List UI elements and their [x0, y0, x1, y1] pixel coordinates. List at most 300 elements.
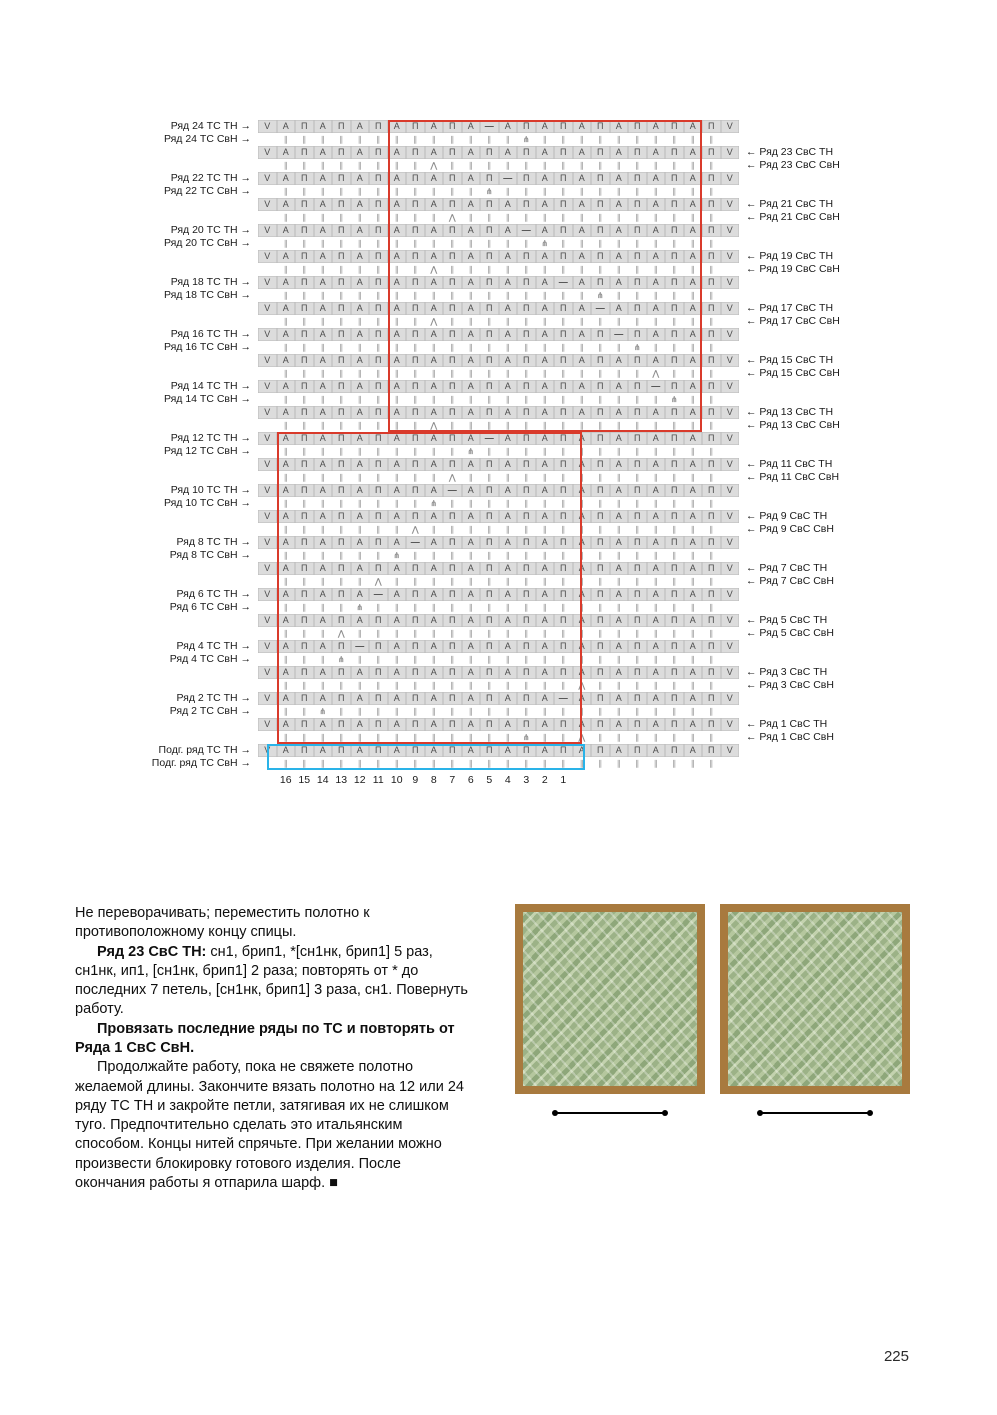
chart-cell: ∥: [283, 629, 288, 638]
chart-cell: А: [314, 172, 333, 185]
chart-cell: V: [721, 250, 740, 263]
chart-cell: ∥: [302, 577, 307, 586]
chart-cell: П: [554, 432, 573, 445]
chart-cell: П: [295, 692, 314, 705]
chart-cell: А: [277, 458, 296, 471]
chart-cell: А: [351, 588, 370, 601]
chart-cell: П: [665, 120, 684, 133]
chart-cell: П: [369, 562, 388, 575]
chart-cell: ∥: [302, 629, 307, 638]
chart-cell: П: [480, 614, 499, 627]
chart-cell: ∥: [616, 577, 621, 586]
chart-cell: ∥: [487, 213, 492, 222]
chart-cell: ∥: [357, 551, 362, 560]
chart-cell: П: [665, 562, 684, 575]
chart-cell: ∥: [320, 759, 325, 768]
chart-cell: V: [258, 666, 277, 679]
chart-cell: ⋀: [578, 681, 586, 690]
chart-cell: П: [702, 536, 721, 549]
chart-cell: П: [332, 302, 351, 315]
row-label-right: [739, 289, 904, 302]
chart-cell: П: [406, 406, 425, 419]
chart-cell: А: [647, 718, 666, 731]
chart-row: [93, 562, 953, 575]
chart-cell: П: [702, 692, 721, 705]
chart-cells: [258, 237, 739, 250]
chart-cell: А: [684, 744, 703, 757]
knitting-chart: [93, 120, 953, 786]
chart-cell: П: [591, 718, 610, 731]
chart-cell: П: [369, 354, 388, 367]
chart-cell: П: [628, 354, 647, 367]
chart-cell: ∥: [468, 187, 473, 196]
chart-cell: П: [628, 484, 647, 497]
chart-cell: ∥: [653, 291, 658, 300]
row-label-left: Подг. ряд ТС СвН →: [151, 757, 251, 769]
chart-cell: А: [425, 718, 444, 731]
chart-cell: П: [628, 276, 647, 289]
chart-row: [93, 263, 953, 276]
chart-cell: А: [536, 744, 555, 757]
chart-cell: П: [591, 380, 610, 393]
chart-cell: ∥: [450, 343, 455, 352]
chart-cell: ∥: [524, 161, 529, 170]
chart-cell: V: [258, 588, 277, 601]
chart-cell: П: [480, 484, 499, 497]
chart-cell: П: [480, 172, 499, 185]
chart-cells: [258, 653, 739, 666]
chart-cell: А: [462, 562, 481, 575]
chart-cell: ∥: [302, 603, 307, 612]
chart-cell: А: [499, 692, 518, 705]
chart-cell: А: [351, 250, 370, 263]
chart-cell: А: [647, 250, 666, 263]
chart-cell: П: [443, 614, 462, 627]
chart-cell: П: [369, 120, 388, 133]
row-label-right: [739, 185, 904, 198]
chart-cell: П: [628, 406, 647, 419]
chart-cell: П: [406, 328, 425, 341]
chart-cell: П: [517, 276, 536, 289]
chart-cell: ∥: [709, 577, 714, 586]
chart-cell: П: [406, 744, 425, 757]
chart-cell: П: [369, 172, 388, 185]
chart-cell: —: [554, 276, 573, 289]
chart-cell: А: [536, 718, 555, 731]
chart-cell: ∥: [283, 317, 288, 326]
chart-cell: ∥: [635, 603, 640, 612]
chart-cell: ∥: [376, 213, 381, 222]
chart-cell: А: [499, 146, 518, 159]
chart-cell: ∥: [653, 447, 658, 456]
chart-cell: ∥: [320, 551, 325, 560]
chart-cell: ∥: [542, 655, 547, 664]
chart-cell: V: [258, 276, 277, 289]
chart-cell: П: [517, 692, 536, 705]
chart-cell: А: [684, 588, 703, 601]
chart-cell: П: [591, 198, 610, 211]
chart-cell: ∥: [487, 655, 492, 664]
chart-cell: ∥: [320, 525, 325, 534]
chart-cell: А: [314, 744, 333, 757]
chart-cell: А: [499, 640, 518, 653]
chart-cell: П: [406, 666, 425, 679]
chart-cell: ∥: [357, 317, 362, 326]
chart-cell: П: [369, 224, 388, 237]
chart-cell: [258, 211, 277, 224]
chart-cell: ∥: [394, 291, 399, 300]
chart-cell: ∥: [376, 135, 381, 144]
chart-cell: ∥: [487, 421, 492, 430]
chart-cell: П: [369, 146, 388, 159]
chart-cell: П: [443, 588, 462, 601]
chart-cell: ∥: [524, 447, 529, 456]
chart-row: [93, 692, 953, 705]
chart-cell: ∥: [487, 447, 492, 456]
chart-cell: [258, 601, 277, 614]
column-numbers: [93, 774, 953, 786]
row-label-right: ← Ряд 13 СвС СвН: [746, 419, 840, 431]
chart-cell: ∥: [320, 421, 325, 430]
chart-cell: V: [258, 536, 277, 549]
chart-cell: ∥: [283, 681, 288, 690]
chart-cell: П: [628, 380, 647, 393]
chart-cell: ∥: [542, 759, 547, 768]
chart-cell: ∥: [339, 135, 344, 144]
chart-cell: П: [702, 588, 721, 601]
chart-cell: ∥: [394, 395, 399, 404]
chart-cell: ∥: [487, 135, 492, 144]
chart-cell: [258, 679, 277, 692]
chart-cell: А: [610, 458, 629, 471]
chart-cell: ∥: [690, 577, 695, 586]
chart-cell: А: [425, 146, 444, 159]
chart-cell: П: [554, 328, 573, 341]
column-number: 6: [467, 774, 474, 786]
chart-cell: ∥: [505, 655, 510, 664]
chart-cell: ∥: [450, 629, 455, 638]
chart-cell: ∥: [487, 577, 492, 586]
chart-cell: ∥: [672, 707, 677, 716]
chart-cell: ∥: [468, 759, 473, 768]
chart-cell: П: [369, 614, 388, 627]
chart-cell: А: [314, 198, 333, 211]
row-label-right: [739, 120, 904, 133]
chart-cell: ∥: [376, 681, 381, 690]
chart-cell: ∥: [450, 421, 455, 430]
chart-cell: ∥: [672, 603, 677, 612]
chart-cell: V: [258, 484, 277, 497]
chart-cell: ∥: [431, 473, 436, 482]
chart-cell: ∥: [394, 629, 399, 638]
row-label-left: Ряд 2 ТС ТН →: [176, 692, 251, 704]
chart-cell: ∥: [413, 603, 418, 612]
chart-cell: А: [314, 484, 333, 497]
chart-cell: ∥: [413, 187, 418, 196]
chart-cells: [258, 328, 739, 341]
chart-row: [93, 445, 953, 458]
chart-cell: П: [517, 666, 536, 679]
chart-cell: П: [665, 198, 684, 211]
chart-cell: П: [332, 666, 351, 679]
chart-cells: [258, 211, 739, 224]
chart-cell: П: [665, 302, 684, 315]
chart-cell: ∥: [450, 447, 455, 456]
chart-cell: А: [425, 744, 444, 757]
chart-cell: ∥: [616, 343, 621, 352]
chart-cell: А: [314, 562, 333, 575]
chart-cell: ∥: [320, 629, 325, 638]
chart-cell: А: [277, 380, 296, 393]
chart-cell: П: [665, 666, 684, 679]
chart-cell: А: [388, 640, 407, 653]
chart-cells: [258, 627, 739, 640]
chart-cell: ∥: [561, 499, 566, 508]
chart-cells: [258, 276, 739, 289]
chart-cell: А: [277, 614, 296, 627]
chart-cell: ⋔: [522, 135, 530, 144]
chart-cell: ∥: [672, 213, 677, 222]
chart-cell: ∥: [487, 707, 492, 716]
chart-cell: ∥: [561, 707, 566, 716]
chart-cell: П: [443, 666, 462, 679]
chart-cell: ∥: [635, 187, 640, 196]
chart-cell: П: [702, 744, 721, 757]
row-label-left: [93, 614, 258, 627]
column-number: 15: [298, 774, 311, 786]
chart-cell: П: [517, 718, 536, 731]
chart-cell: П: [591, 354, 610, 367]
row-label-left: [93, 250, 258, 263]
chart-cell: ∥: [561, 161, 566, 170]
chart-cell: ∥: [505, 707, 510, 716]
chart-cell: ∥: [598, 239, 603, 248]
chart-cell: А: [647, 536, 666, 549]
chart-cell: ∥: [653, 629, 658, 638]
chart-cell: [258, 757, 277, 770]
chart-cell: А: [647, 432, 666, 445]
chart-cell: ∥: [468, 395, 473, 404]
chart-cell: П: [591, 432, 610, 445]
chart-cell: П: [406, 640, 425, 653]
chart-cell: А: [462, 380, 481, 393]
chart-cell: А: [425, 302, 444, 315]
chart-cell: V: [258, 510, 277, 523]
chart-cell: А: [425, 640, 444, 653]
chart-cell: П: [554, 718, 573, 731]
chart-cell: А: [425, 120, 444, 133]
chart-cell: ∥: [598, 577, 603, 586]
chart-cell: ∥: [283, 499, 288, 508]
chart-cell: А: [684, 380, 703, 393]
chart-cell: А: [573, 692, 592, 705]
chart-cell: А: [388, 302, 407, 315]
chart-cell: ∥: [709, 733, 714, 742]
chart-cell: А: [388, 198, 407, 211]
chart-cell: ∥: [302, 681, 307, 690]
chart-cell: ∥: [653, 577, 658, 586]
chart-cell: ∥: [598, 447, 603, 456]
chart-row: [93, 120, 953, 133]
chart-row: [93, 419, 953, 432]
chart-cells: [258, 718, 739, 731]
chart-row: [93, 393, 953, 406]
chart-cell: ∥: [431, 291, 436, 300]
chart-cell: А: [277, 354, 296, 367]
chart-cells: [258, 484, 739, 497]
chart-cell: П: [591, 120, 610, 133]
chart-cell: А: [647, 484, 666, 497]
chart-cell: А: [277, 562, 296, 575]
chart-cell: П: [369, 380, 388, 393]
chart-cell: П: [369, 198, 388, 211]
chart-cell: А: [573, 666, 592, 679]
chart-cell: А: [388, 744, 407, 757]
chart-cell: А: [573, 718, 592, 731]
chart-cell: П: [591, 276, 610, 289]
chart-cell: А: [684, 458, 703, 471]
chart-cell: А: [425, 432, 444, 445]
chart-cell: ∥: [616, 759, 621, 768]
chart-cell: П: [369, 536, 388, 549]
instruction-paragraph: [75, 904, 473, 943]
chart-cell: ∥: [505, 551, 510, 560]
chart-cell: ∥: [579, 395, 584, 404]
chart-cell: П: [406, 276, 425, 289]
chart-cell: П: [295, 458, 314, 471]
chart-cell: V: [721, 354, 740, 367]
chart-cell: П: [517, 302, 536, 315]
row-label-right: [739, 484, 904, 497]
chart-cell: П: [480, 458, 499, 471]
chart-cell: ∥: [598, 473, 603, 482]
chart-cells: [258, 198, 739, 211]
chart-row: [93, 315, 953, 328]
chart-cell: [258, 575, 277, 588]
chart-cell: П: [591, 484, 610, 497]
row-label-right: ← Ряд 11 СвС ТН: [746, 458, 833, 470]
row-label-right: ← Ряд 1 СвС ТН: [746, 718, 828, 730]
chart-cell: А: [277, 198, 296, 211]
row-label-left: Ряд 10 ТС СвН →: [163, 497, 251, 509]
chart-cell: А: [610, 406, 629, 419]
chart-cell: А: [388, 172, 407, 185]
chart-cell: А: [277, 744, 296, 757]
chart-cell: ∥: [690, 707, 695, 716]
chart-cell: ∥: [394, 343, 399, 352]
chart-cell: А: [684, 562, 703, 575]
chart-cell: А: [573, 146, 592, 159]
chart-cell: А: [351, 510, 370, 523]
chart-cell: А: [351, 562, 370, 575]
chart-cell: П: [295, 172, 314, 185]
chart-cell: П: [554, 354, 573, 367]
chart-cell: П: [702, 302, 721, 315]
chart-cell: ∥: [376, 187, 381, 196]
chart-cell: ∥: [709, 603, 714, 612]
chart-cell: А: [462, 718, 481, 731]
chart-cell: П: [369, 250, 388, 263]
chart-cell: А: [462, 614, 481, 627]
chart-row: [93, 406, 953, 419]
chart-cell: ∥: [394, 733, 399, 742]
chart-cell: ∥: [524, 525, 529, 534]
chart-cell: ∥: [561, 733, 566, 742]
row-label-left: Ряд 14 ТС ТН →: [170, 380, 251, 392]
row-label-left: Ряд 20 ТС ТН →: [170, 224, 251, 236]
chart-cell: ∥: [709, 343, 714, 352]
chart-cell: ∥: [616, 317, 621, 326]
chart-cell: ∥: [690, 473, 695, 482]
chart-cell: П: [295, 302, 314, 315]
chart-cell: П: [406, 458, 425, 471]
chart-cell: П: [702, 198, 721, 211]
chart-cell: ∥: [468, 525, 473, 534]
chart-cell: А: [388, 250, 407, 263]
chart-cell: ∥: [431, 239, 436, 248]
chart-cell: ∥: [357, 577, 362, 586]
chart-cell: А: [573, 198, 592, 211]
row-label-right: ← Ряд 23 СвС ТН: [746, 146, 834, 158]
chart-cell: А: [536, 172, 555, 185]
chart-cell: ∥: [635, 473, 640, 482]
chart-cell: П: [443, 380, 462, 393]
chart-cell: П: [554, 484, 573, 497]
chart-cell: П: [480, 198, 499, 211]
chart-cell: П: [369, 432, 388, 445]
chart-cell: ∥: [672, 135, 677, 144]
chart-cell: А: [277, 250, 296, 263]
row-label-right: ← Ряд 15 СвС СвН: [746, 367, 840, 379]
chart-cell: П: [295, 224, 314, 237]
chart-cell: ∥: [653, 161, 658, 170]
chart-cell: V: [258, 458, 277, 471]
chart-cell: А: [277, 718, 296, 731]
chart-cell: ∥: [690, 239, 695, 248]
chart-cell: ∥: [413, 343, 418, 352]
chart-cell: ∥: [413, 369, 418, 378]
chart-cell: ⋀: [448, 473, 456, 482]
chart-cell: V: [258, 120, 277, 133]
chart-cell: ∥: [357, 473, 362, 482]
chart-row: [93, 744, 953, 757]
chart-cell: ∥: [672, 317, 677, 326]
chart-cell: ∥: [487, 369, 492, 378]
chart-cell: ∥: [450, 759, 455, 768]
chart-cell: ∥: [524, 759, 529, 768]
chart-cell: А: [388, 510, 407, 523]
chart-cell: А: [314, 146, 333, 159]
chart-cell: А: [684, 198, 703, 211]
chart-cell: ∥: [357, 681, 362, 690]
chart-cell: П: [295, 562, 314, 575]
chart-cell: V: [721, 510, 740, 523]
chart-row: [93, 666, 953, 679]
chart-cell: ∥: [283, 265, 288, 274]
chart-cell: А: [573, 224, 592, 237]
chart-cell: ⋀: [337, 629, 345, 638]
chart-cell: ∥: [450, 187, 455, 196]
chart-cell: ∥: [302, 369, 307, 378]
chart-cell: ∥: [376, 369, 381, 378]
chart-cell: П: [443, 172, 462, 185]
chart-cell: ∥: [302, 291, 307, 300]
chart-cell: А: [388, 484, 407, 497]
chart-cell: П: [517, 484, 536, 497]
chart-cell: А: [462, 224, 481, 237]
chart-cell: ∥: [505, 395, 510, 404]
chart-cell: П: [665, 406, 684, 419]
